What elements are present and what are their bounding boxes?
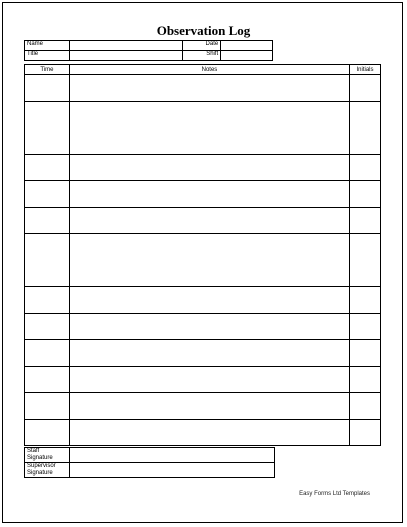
notes-cell[interactable] [69, 75, 349, 102]
initials-cell[interactable] [350, 393, 381, 420]
staff-signature-field[interactable] [69, 448, 274, 463]
log-row [25, 181, 381, 208]
time-cell[interactable] [25, 101, 70, 154]
log-row [25, 313, 381, 340]
notes-cell[interactable] [69, 340, 349, 367]
notes-cell[interactable] [69, 419, 349, 446]
time-cell[interactable] [25, 207, 70, 234]
time-column-header: Time [25, 65, 70, 75]
shift-label: Shift [183, 51, 221, 61]
date-label: Date [183, 41, 221, 51]
footer-credit: Easy Forms Ltd Templates [299, 491, 370, 497]
log-row [25, 101, 381, 154]
time-cell[interactable] [25, 393, 70, 420]
notes-cell[interactable] [69, 181, 349, 208]
header-table [24, 40, 273, 61]
shift-field[interactable] [221, 51, 273, 61]
log-row [25, 366, 381, 393]
log-row [25, 207, 381, 234]
notes-cell[interactable] [69, 366, 349, 393]
notes-column-header: Notes [69, 65, 349, 75]
initials-cell[interactable] [350, 207, 381, 234]
time-cell[interactable] [25, 287, 70, 314]
log-body [25, 75, 381, 446]
time-cell[interactable] [25, 313, 70, 340]
initials-cell[interactable] [350, 154, 381, 181]
initials-cell[interactable] [350, 234, 381, 287]
initials-cell[interactable] [350, 287, 381, 314]
log-row [25, 154, 381, 181]
time-cell[interactable] [25, 419, 70, 446]
log-row [25, 234, 381, 287]
log-row [25, 75, 381, 102]
notes-cell[interactable] [69, 207, 349, 234]
supervisor-signature-label: Supervisor Signature [25, 463, 70, 478]
time-cell[interactable] [25, 181, 70, 208]
initials-cell[interactable] [350, 101, 381, 154]
log-row [25, 287, 381, 314]
form-title: Observation Log [156, 23, 251, 38]
log-table [24, 64, 381, 446]
initials-cell[interactable] [350, 313, 381, 340]
initials-cell[interactable] [350, 75, 381, 102]
staff-signature-label: Staff Signature [25, 448, 70, 463]
time-cell[interactable] [25, 154, 70, 181]
date-field[interactable] [221, 41, 273, 51]
initials-cell[interactable] [350, 340, 381, 367]
initials-cell[interactable] [350, 419, 381, 446]
time-cell[interactable] [25, 75, 70, 102]
notes-cell[interactable] [69, 313, 349, 340]
name-field[interactable] [69, 41, 182, 51]
time-cell[interactable] [25, 340, 70, 367]
notes-cell[interactable] [69, 287, 349, 314]
time-cell[interactable] [25, 366, 70, 393]
log-row [25, 419, 381, 446]
notes-cell[interactable] [69, 393, 349, 420]
supervisor-signature-field[interactable] [69, 463, 274, 478]
notes-cell[interactable] [69, 101, 349, 154]
initials-cell[interactable] [350, 181, 381, 208]
notes-cell[interactable] [69, 234, 349, 287]
title-label: Title [25, 51, 70, 61]
initials-column-header: Initials [350, 65, 381, 75]
name-label: Name [25, 41, 70, 51]
log-row [25, 393, 381, 420]
notes-cell[interactable] [69, 154, 349, 181]
log-row [25, 340, 381, 367]
signature-table [24, 447, 275, 478]
initials-cell[interactable] [350, 366, 381, 393]
time-cell[interactable] [25, 234, 70, 287]
title-field[interactable] [69, 51, 182, 61]
